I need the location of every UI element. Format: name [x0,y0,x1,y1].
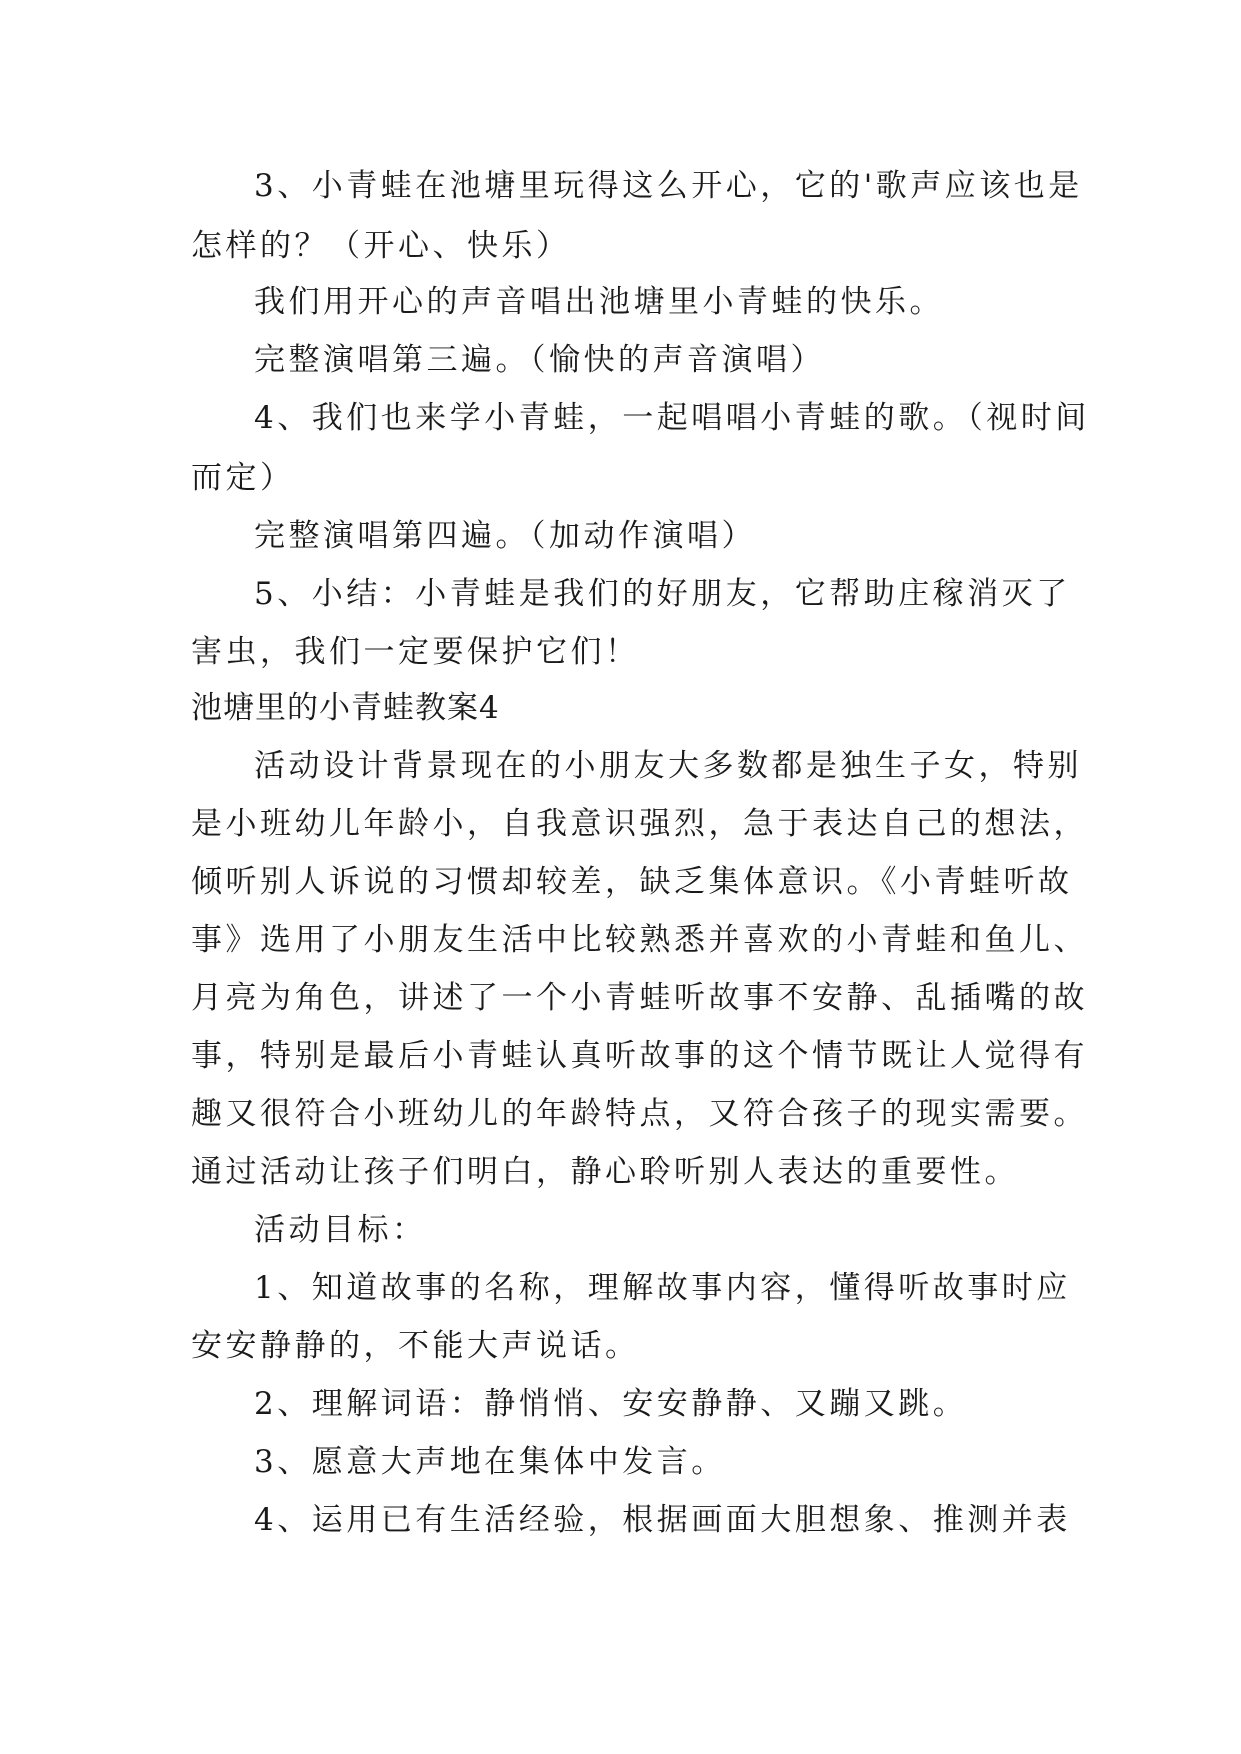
paragraph-line: 5、小结：小青蛙是我们的好朋友，它帮助庄稼消灭了 [254,576,1071,612]
paragraph-line: 完整演唱第四遍。（加动作演唱） [254,518,756,554]
paragraph-line: 3、愿意大声地在集体中发言。 [254,1444,726,1480]
paragraph-line: 2、理解词语：静悄悄、安安静静、又蹦又跳。 [254,1386,968,1422]
paragraph-line: 而定） [191,460,295,496]
paragraph-line: 完整演唱第三遍。（愉快的声音演唱） [254,342,825,378]
paragraph-line: 通过活动让孩子们明白，静心聆听别人表达的重要性。 [191,1154,1019,1190]
paragraph-line: 是小班幼儿年龄小，自我意识强烈，急于表达自己的想法， [191,806,1088,842]
paragraph-line: 月亮为角色，讲述了一个小青蛙听故事不安静、乱插嘴的故 [191,980,1088,1016]
paragraph-line: 4、我们也来学小青蛙，一起唱唱小青蛙的歌。（视时间 [254,400,1090,436]
paragraph-line: 趣又很符合小班幼儿的年龄特点，又符合孩子的现实需要。 [191,1096,1088,1132]
section-heading: 池塘里的小青蛙教案4 [191,690,500,726]
paragraph-line: 怎样的？（开心、快乐） [191,228,571,264]
paragraph-line: 4、运用已有生活经验，根据画面大胆想象、推测并表 [254,1502,1071,1538]
paragraph-line: 害虫，我们一定要保护它们！ [191,634,640,670]
paragraph-line: 活动设计背景现在的小朋友大多数都是独生子女，特别 [254,748,1082,784]
paragraph-line: 1、知道故事的名称，理解故事内容，懂得听故事时应 [254,1270,1071,1306]
paragraph-line: 事，特别是最后小青蛙认真听故事的这个情节既让人觉得有 [191,1038,1088,1074]
paragraph-line: 倾听别人诉说的习惯却较差，缺乏集体意识。《小青蛙听故 [191,864,1073,900]
paragraph-line: 安安静静的，不能大声说话。 [191,1328,640,1364]
paragraph-line: 活动目标： [254,1212,427,1248]
paragraph-line: 我们用开心的声音唱出池塘里小青蛙的快乐。 [254,284,944,320]
paragraph-line: 3、小青蛙在池塘里玩得这么开心，它的'歌声应该也是 [254,168,1083,204]
paragraph-line: 事》选用了小朋友生活中比较熟悉并喜欢的小青蛙和鱼儿、 [191,922,1088,958]
